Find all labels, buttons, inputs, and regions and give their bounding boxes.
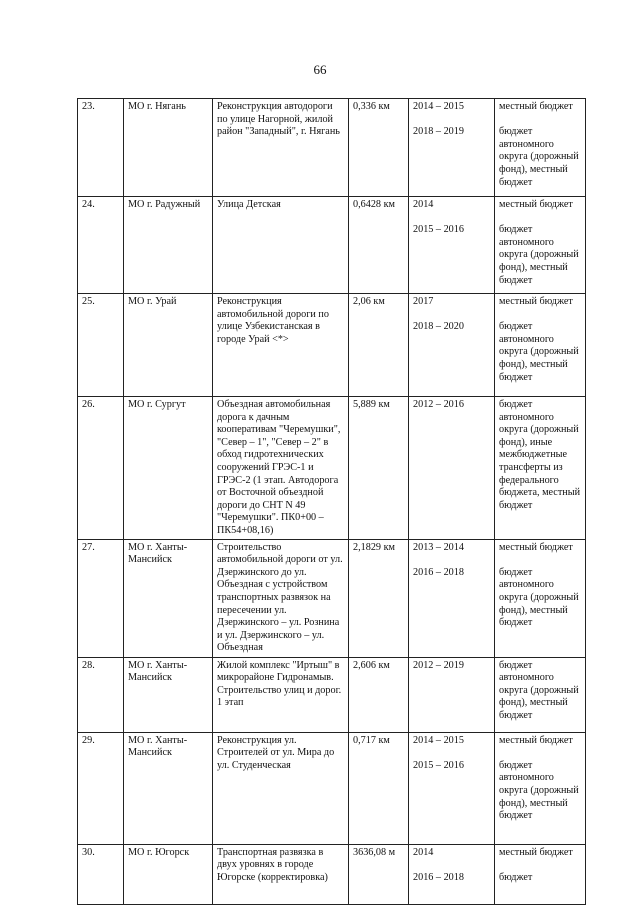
funding-line: бюджет автономного округа (дорожный фонд), местный бюджет (499, 659, 579, 721)
object-name-cell: Объездная автомобильная дорога к дачным кооперативам "Черемушки", "Север – 1", "Север – 2" в обход гидротехнических сооружений ГРЭС-1 и ГРЭС-2 (1 этап. Автодорога от Восточной объездной дороги до СНТ N 49 "Черемушки". ПК0+00 – ПК54+08,16) (213, 397, 349, 540)
page-number: 66 (313, 62, 327, 77)
object-name-cell: Реконструкция автодороги по улице Нагорной, жилой район "Западный", г. Нягань (213, 99, 349, 197)
funding-line: бюджет автономного округа (дорожный фонд), местный бюджет (499, 126, 579, 188)
period-line: 2013 – 2014 (413, 541, 464, 553)
period-line: 2012 – 2016 (413, 399, 464, 410)
length-cell: 2,06 км (349, 294, 409, 397)
funding-source-cell (495, 397, 586, 540)
table-row (78, 397, 586, 540)
funding-line: бюджет автономного округа (дорожный фонд), местный бюджет (499, 566, 579, 629)
period-cell (409, 99, 495, 197)
funding-line: бюджет автономного округа (дорожный фонд), местный бюджет (499, 759, 579, 822)
funding-line: местный бюджет (499, 734, 573, 746)
period-cell (409, 657, 495, 732)
table-row (78, 539, 586, 657)
funding-line: местный бюджет (499, 199, 573, 210)
length-cell: 3636,08 м (349, 844, 409, 904)
length-cell: 0,717 км (349, 732, 409, 844)
municipality-cell: МО г. Нягань (124, 99, 213, 197)
funding-source-cell (495, 99, 586, 197)
period-cell (409, 397, 495, 540)
municipality-cell: МО г. Югорск (124, 844, 213, 904)
period-line: 2016 – 2018 (413, 566, 464, 578)
funding-line: местный бюджет (499, 846, 573, 858)
period-line: 2018 – 2020 (413, 321, 464, 333)
row-number-cell: 23. (78, 99, 124, 197)
length-cell: 2,606 км (349, 657, 409, 732)
funding-source-cell (495, 294, 586, 397)
object-name-cell: Жилой комплекс "Иртыш" в микрорайоне Гидронамыв. Строительство улиц и дорог. 1 этап (213, 657, 349, 732)
period-line: 2012 – 2019 (413, 659, 464, 671)
municipality-cell: МО г. Урай (124, 294, 213, 397)
table-row (78, 657, 586, 732)
funding-line: бюджет (499, 871, 533, 883)
funding-source-cell (495, 197, 586, 294)
object-name-cell: Реконструкция автомобильной дороги по улице Узбекистанская в городе Урай <*> (213, 294, 349, 397)
length-cell: 0,336 км (349, 99, 409, 197)
row-number-cell: 29. (78, 732, 124, 844)
table-row (78, 99, 586, 197)
municipality-cell: МО г. Ханты-Мансийск (124, 657, 213, 732)
road-objects-table (77, 98, 586, 905)
row-number-cell: 30. (78, 844, 124, 904)
row-number-cell: 26. (78, 397, 124, 540)
object-name-cell: Транспортная развязка в двух уровнях в городе Югорске (корректировка) (213, 844, 349, 904)
funding-line: бюджет автономного округа (дорожный фонд), местный бюджет (499, 321, 579, 383)
row-number-cell: 25. (78, 294, 124, 397)
period-cell (409, 539, 495, 657)
period-line: 2018 – 2019 (413, 126, 464, 138)
table-row (78, 732, 586, 844)
period-line: 2015 – 2016 (413, 224, 464, 236)
period-line: 2014 (413, 846, 434, 858)
funding-line: местный бюджет (499, 101, 573, 112)
funding-line: бюджет автономного округа (дорожный фонд), местный бюджет (499, 224, 579, 286)
period-cell (409, 294, 495, 397)
municipality-cell: МО г. Радужный (124, 197, 213, 294)
period-cell (409, 197, 495, 294)
length-cell: 5,889 км (349, 397, 409, 540)
row-number-cell: 28. (78, 657, 124, 732)
object-name-cell: Реконструкция ул. Строителей от ул. Мира до ул. Студенческая (213, 732, 349, 844)
funding-source-cell (495, 732, 586, 844)
period-line: 2014 (413, 199, 434, 210)
table-row (78, 294, 586, 397)
funding-line: местный бюджет (499, 541, 573, 553)
period-line: 2017 (413, 296, 434, 307)
period-cell (409, 844, 495, 904)
funding-source-cell (495, 844, 586, 904)
funding-line: местный бюджет (499, 296, 573, 307)
object-name-cell: Строительство автомобильной дороги от ул. Дзержинского до ул. Объездная с устройством транспортных развязок на пересечении ул. Дзержинского – ул. Рознина и ул. Дзержинского – ул. Объездная (213, 539, 349, 657)
row-number-cell: 27. (78, 539, 124, 657)
funding-source-cell (495, 657, 586, 732)
period-line: 2015 – 2016 (413, 759, 464, 771)
length-cell: 2,1829 км (349, 539, 409, 657)
table-body (78, 99, 586, 905)
table-row (78, 197, 586, 294)
municipality-cell: МО г. Сургут (124, 397, 213, 540)
municipality-cell: МО г. Ханты-Мансийск (124, 539, 213, 657)
row-number-cell: 24. (78, 197, 124, 294)
object-name-cell: Улица Детская (213, 197, 349, 294)
length-cell: 0,6428 км (349, 197, 409, 294)
table-row (78, 844, 586, 904)
period-line: 2014 – 2015 (413, 734, 464, 746)
period-line: 2016 – 2018 (413, 871, 464, 883)
funding-source-cell (495, 539, 586, 657)
funding-line: бюджет автономного округа (дорожный фонд), иные межбюджетные трансферты из федерального бюджета, местный бюджет (499, 399, 581, 511)
period-line: 2014 – 2015 (413, 101, 464, 112)
period-cell (409, 732, 495, 844)
municipality-cell: МО г. Ханты-Мансийск (124, 732, 213, 844)
